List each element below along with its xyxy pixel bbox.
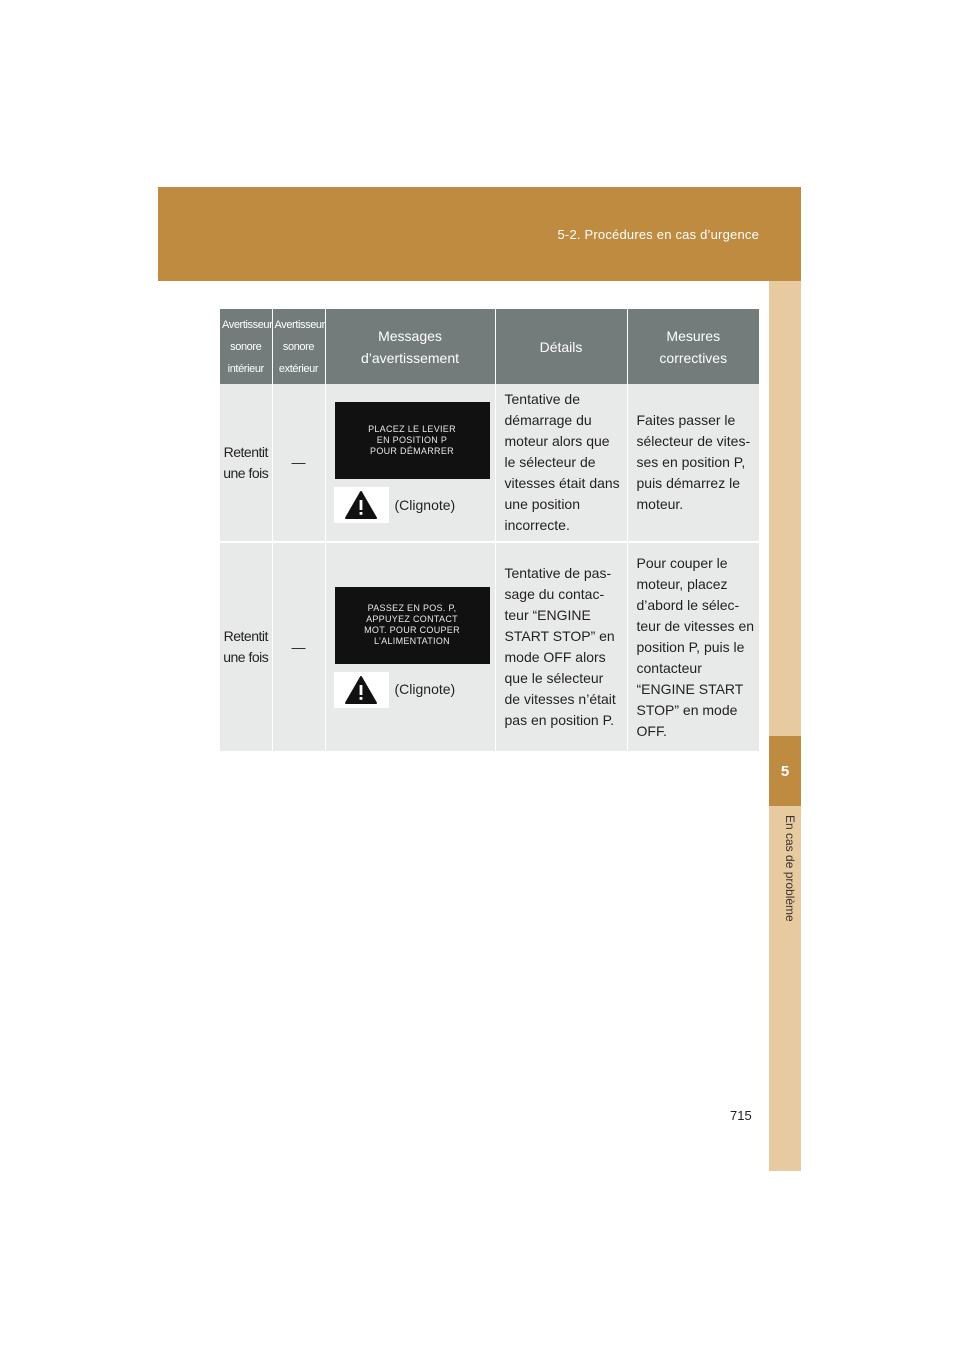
section-title: 5-2. Procédures en cas d’urgence [557, 227, 759, 242]
flash-indicator [334, 487, 488, 523]
interior-buzzer-cell: Retentit une fois [220, 384, 272, 542]
chapter-title: En cas de problème [783, 815, 797, 922]
corrective-measures-cell: Pour couper le moteur, placez d’abord le sélec- teur de vitesses en position P, puis le contacteur “ENGINE START STOP” en mode OFF. [627, 542, 759, 752]
warning-triangle-icon [334, 487, 389, 523]
exterior-buzzer-cell: — [272, 542, 325, 752]
corrective-measures-cell: Faites passer le sélecteur de vites- ses en position P, puis démarrez le moteur. [627, 384, 759, 542]
warning-triangle-svg [344, 675, 378, 705]
message-display: PLACEZ LE LEVIER EN POSITION P POUR DÉMARRER [335, 402, 490, 479]
section-header-band [158, 187, 801, 281]
header-details: Détails [495, 309, 627, 384]
header-corrective-measures: Mesures correctives [627, 309, 759, 384]
warning-message-cell [325, 542, 495, 752]
details-cell: Tentative de démarrage du moteur alors que le sélecteur de vitesses était dans une position incorrecte. [495, 384, 627, 542]
chapter-side-tab [769, 281, 801, 1171]
chapter-number: 5 [769, 736, 801, 806]
page-number: 715 [730, 1108, 752, 1123]
details-cell: Tentative de pas- sage du contac- teur “ENGINE START STOP” en mode OFF alors que le sélecteur de vitesses n’était pas en position P. [495, 542, 627, 752]
message-display: PASSEZ EN POS. P, APPUYEZ CONTACT MOT. POUR COUPER L’ALIMENTATION [335, 587, 490, 664]
header-interior-buzzer: Avertisseur sonore intérieur [220, 309, 272, 384]
flash-indicator [334, 672, 488, 708]
exterior-buzzer-cell: — [272, 384, 325, 542]
warning-message-cell [325, 384, 495, 542]
header-exterior-buzzer: Avertisseur sonore extérieur [272, 309, 325, 384]
interior-buzzer-cell: Retentit une fois [220, 542, 272, 752]
table-header-row [220, 309, 759, 384]
warning-triangle-icon [334, 672, 389, 708]
flash-label: (Clignote) [394, 496, 456, 513]
warning-messages-table [220, 309, 759, 753]
flash-label: (Clignote) [394, 681, 456, 697]
table-row [220, 384, 759, 542]
warning-triangle-svg [344, 490, 378, 520]
table-row [220, 542, 759, 752]
header-warning-messages: Messages d’avertissement [325, 309, 495, 384]
